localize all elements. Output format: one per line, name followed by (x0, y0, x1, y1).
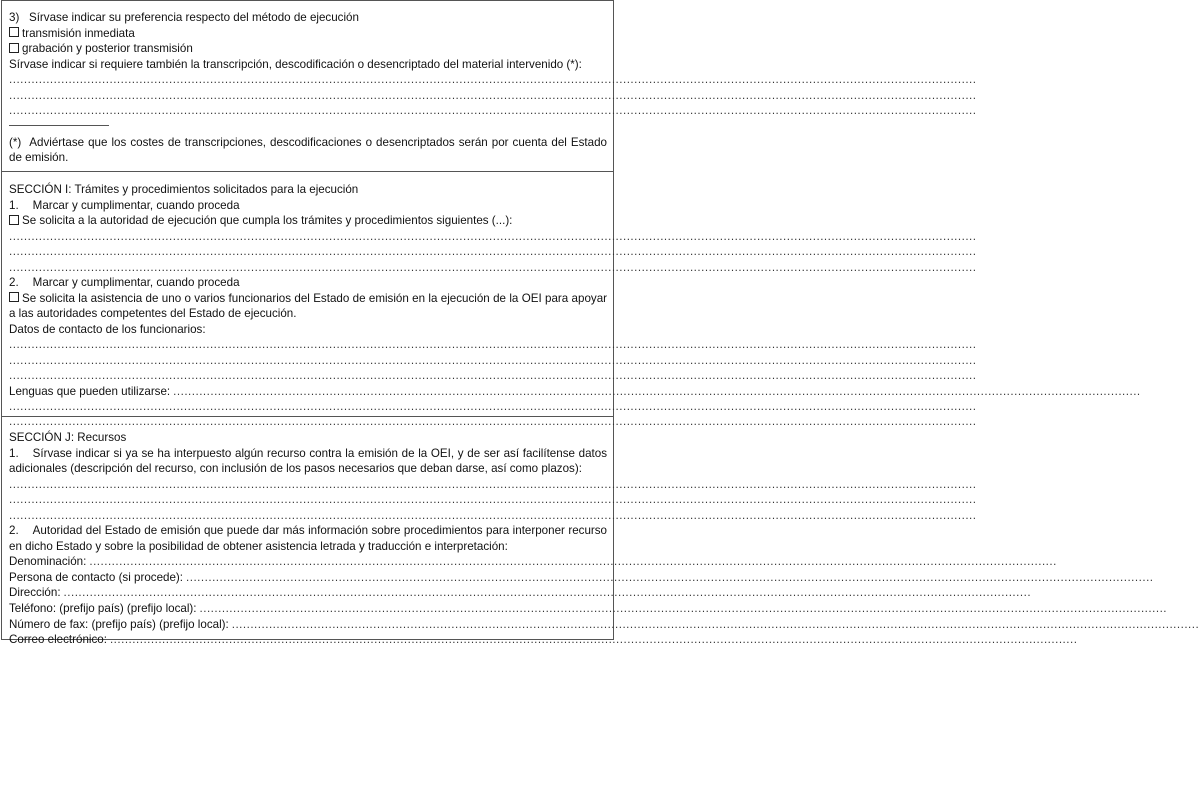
dotted-fill[interactable]: .................................................................................................................................................................................................................................................................... (89, 555, 1057, 569)
officials-contact-label: Datos de contacto de los funcionarios: (9, 322, 206, 336)
form-frame (1, 0, 1199, 647)
dotted-fill-line[interactable]: .................................................................................................................................................................................................................................................................... (9, 338, 977, 352)
dotted-fill[interactable]: .................................................................................................................................................................................................................................................................... (63, 586, 1032, 600)
dotted-fill-line[interactable]: .................................................................................................................................................................................................................................................................... (9, 400, 977, 414)
section-j-item-1 (9, 446, 607, 477)
dotted-fill-line[interactable]: .................................................................................................................................................................................................................................................................... (9, 493, 977, 507)
option-label: Se solicita la asistencia de uno o varios funcionarios del Estado de emisión en la ejecución de la OEI para apoyar a las autoridades competentes del Estado de ejecución. (9, 291, 607, 321)
address-field[interactable] (9, 585, 1032, 601)
dotted-fill[interactable]: .................................................................................................................................................................................................................................................................... (231, 617, 1199, 631)
phone-field[interactable] (9, 601, 1168, 617)
item-text: Marcar y cumplimentar, cuando proceda (32, 198, 240, 212)
option-label: grabación y posterior transmisión (22, 42, 193, 56)
item-number: 2. (9, 275, 19, 289)
item-text: Sírvase indicar si ya se ha interpuesto algún recurso contra la emisión de la OEI, y de ser así facilítense datos adicionales (descripción del recurso, con inclusión de los pasos necesarios que deban darse, así como plazos): (9, 446, 607, 476)
dotted-fill[interactable]: .................................................................................................................................................................................................................................................................... (173, 384, 1141, 398)
dotted-fill-line[interactable]: .................................................................................................................................................................................................................................................................... (9, 477, 977, 491)
section-execution-method (2, 1, 977, 172)
footnote-costs: (*) Adviértase que los costes de transcripciones, descodificaciones o desencriptados serán por cuenta del Estado de emisión. (9, 135, 607, 165)
dotted-fill-line[interactable]: .................................................................................................................................................................................................................................................................... (9, 229, 977, 243)
item-text: Marcar y cumplimentar, cuando proceda (32, 275, 240, 289)
denomination-field[interactable] (9, 554, 1057, 570)
checkbox-icon[interactable] (9, 27, 19, 37)
option-immediate-transmission[interactable] (9, 26, 607, 42)
option-procedures[interactable] (9, 213, 607, 229)
email-field[interactable] (9, 632, 1078, 648)
item-text: Autoridad del Estado de emisión que puede dar más información sobre procedimientos para interponer recurso en dicho Estado y sobre la posibilidad de obtener asistencia letrada y traducción e interpretación: (9, 523, 607, 553)
field-label: Correo electrónico: (9, 633, 107, 647)
option-label: Se solicita a la autoridad de ejecución que cumpla los trámites y procedimientos siguientes (...): (22, 214, 513, 228)
execution-method-heading: 3) Sírvase indicar su preferencia respecto del método de ejecución (9, 11, 359, 24)
languages-label: Lenguas que pueden utilizarse: (9, 384, 171, 398)
dotted-fill-line[interactable]: .................................................................................................................................................................................................................................................................... (9, 104, 977, 118)
dotted-fill-line[interactable]: .................................................................................................................................................................................................................................................................... (9, 508, 977, 522)
fax-field[interactable] (9, 617, 1199, 633)
dotted-fill-line[interactable]: .................................................................................................................................................................................................................................................................... (9, 369, 977, 383)
section-i-item-2 (9, 275, 607, 291)
section-j-item-2 (9, 523, 607, 554)
section-j-appeals (2, 417, 1199, 647)
option-recording-transmission[interactable] (9, 41, 607, 57)
field-label: Persona de contacto (si procede): (9, 570, 184, 584)
item-number: 1. (9, 198, 19, 212)
checkbox-icon[interactable] (9, 43, 19, 53)
section-i-procedures (2, 172, 1141, 429)
option-label: transmisión inmediata (22, 26, 135, 40)
contact-person-field[interactable] (9, 570, 1154, 586)
footnote-separator (9, 125, 109, 126)
section-i-item-1 (9, 198, 607, 214)
dotted-fill-line[interactable]: .................................................................................................................................................................................................................................................................... (9, 88, 977, 102)
dotted-fill[interactable]: .................................................................................................................................................................................................................................................................... (199, 601, 1168, 615)
dotted-fill-line[interactable]: .................................................................................................................................................................................................................................................................... (9, 260, 977, 274)
dotted-fill-line[interactable]: .................................................................................................................................................................................................................................................................... (9, 73, 977, 87)
field-label: Teléfono: (prefijo país) (prefijo local): (9, 601, 197, 615)
section-i-title: SECCIÓN I: Trámites y procedimientos solicitados para la ejecución (9, 183, 359, 196)
field-label: Denominación: (9, 555, 87, 569)
item-number: 1. (9, 446, 19, 460)
transcription-question: Sírvase indicar si requiere también la transcripción, descodificación o desencriptado del material intervenido (*): (9, 57, 582, 71)
dotted-fill-line[interactable]: .................................................................................................................................................................................................................................................................... (9, 353, 977, 367)
dotted-fill[interactable]: .................................................................................................................................................................................................................................................................... (186, 570, 1154, 584)
languages-field[interactable] (9, 384, 1141, 400)
dotted-fill-line[interactable]: .................................................................................................................................................................................................................................................................... (9, 415, 977, 429)
checkbox-icon[interactable] (9, 215, 19, 225)
section-j-title: SECCIÓN J: Recursos (9, 431, 127, 444)
dotted-fill-line[interactable]: .................................................................................................................................................................................................................................................................... (9, 245, 977, 259)
dotted-fill[interactable]: .................................................................................................................................................................................................................................................................... (109, 633, 1078, 647)
option-assistance[interactable] (9, 291, 607, 322)
field-label: Número de fax: (prefijo país) (prefijo local): (9, 617, 229, 631)
field-label: Dirección: (9, 586, 61, 600)
item-number: 2. (9, 523, 19, 537)
checkbox-icon[interactable] (9, 292, 19, 302)
